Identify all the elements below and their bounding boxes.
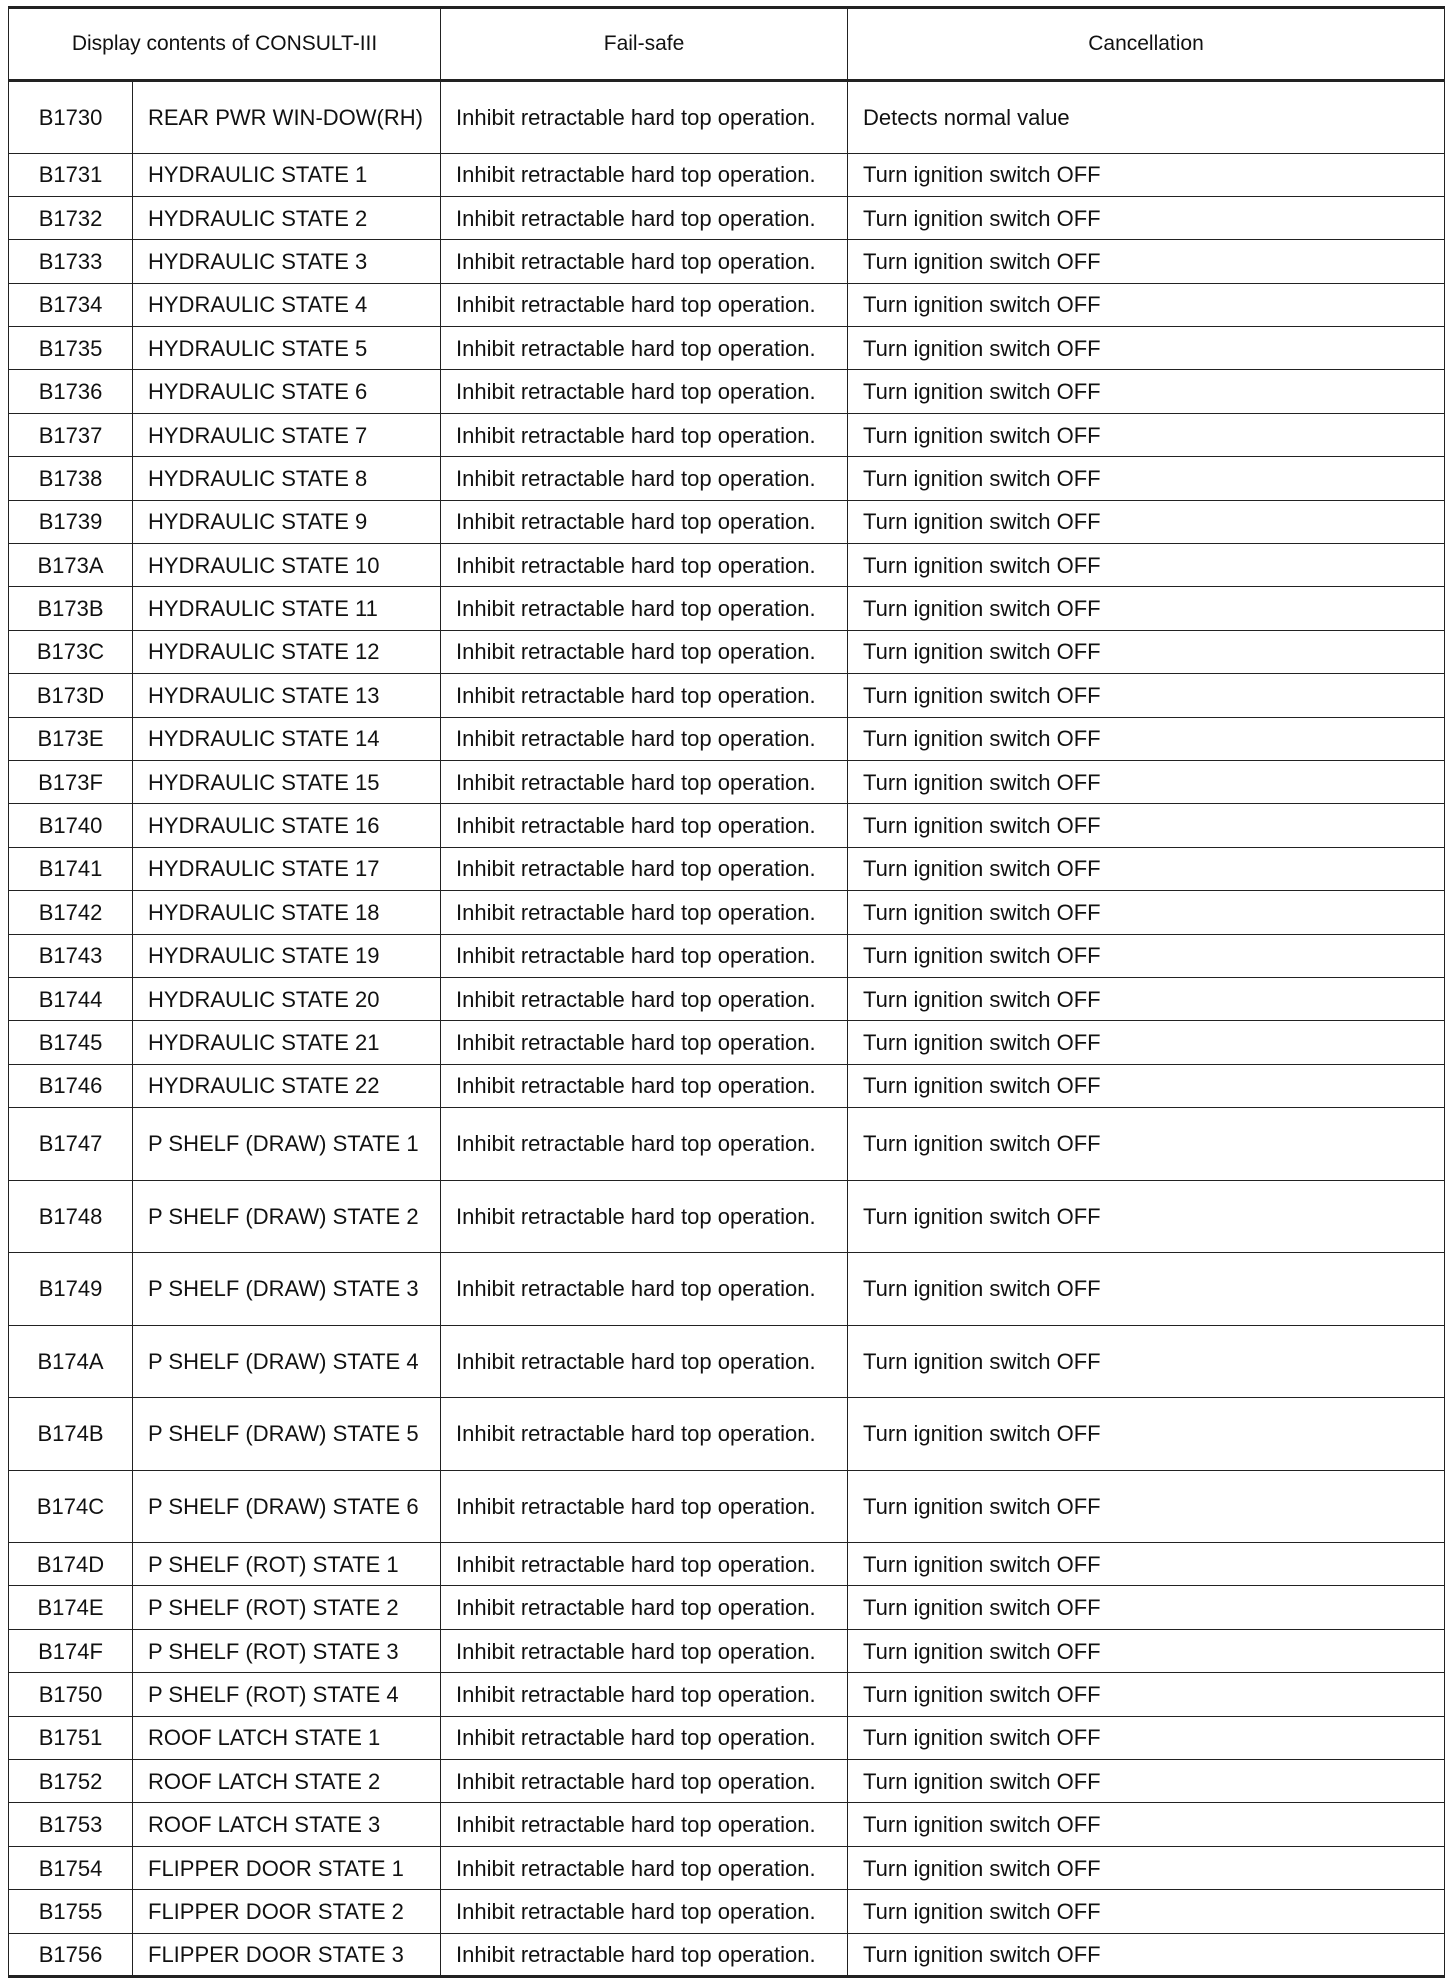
fail-safe-cell: Inhibit retractable hard top operation.	[441, 1325, 848, 1398]
display-contents-cell: HYDRAULIC STATE 10	[133, 544, 441, 587]
fail-safe-cell: Inhibit retractable hard top operation.	[441, 283, 848, 326]
display-contents-cell: HYDRAULIC STATE 13	[133, 674, 441, 717]
table-row	[9, 1470, 1445, 1543]
code-cell: B1756	[9, 1933, 133, 1976]
cancellation-cell: Turn ignition switch OFF	[848, 1253, 1445, 1326]
cancellation-cell: Turn ignition switch OFF	[848, 674, 1445, 717]
display-contents-cell: HYDRAULIC STATE 20	[133, 977, 441, 1020]
code-cell: B1739	[9, 500, 133, 543]
display-contents-cell: HYDRAULIC STATE 12	[133, 630, 441, 673]
cancellation-cell: Turn ignition switch OFF	[848, 891, 1445, 934]
table-row	[9, 283, 1445, 326]
header-row	[9, 8, 1445, 81]
table-row	[9, 153, 1445, 196]
fail-safe-cell: Inhibit retractable hard top operation.	[441, 977, 848, 1020]
display-contents-cell: HYDRAULIC STATE 19	[133, 934, 441, 977]
cancellation-cell: Turn ignition switch OFF	[848, 977, 1445, 1020]
table-row	[9, 544, 1445, 587]
fail-safe-cell: Inhibit retractable hard top operation.	[441, 153, 848, 196]
display-contents-cell: P SHELF (DRAW) STATE 2	[133, 1180, 441, 1253]
display-contents-cell: HYDRAULIC STATE 21	[133, 1021, 441, 1064]
table-row	[9, 413, 1445, 456]
display-contents-cell: HYDRAULIC STATE 5	[133, 327, 441, 370]
cancellation-cell: Turn ignition switch OFF	[848, 370, 1445, 413]
fail-safe-cell: Inhibit retractable hard top operation.	[441, 630, 848, 673]
code-cell: B1742	[9, 891, 133, 934]
cancellation-cell: Turn ignition switch OFF	[848, 240, 1445, 283]
cancellation-cell: Turn ignition switch OFF	[848, 1890, 1445, 1933]
display-contents-cell: HYDRAULIC STATE 6	[133, 370, 441, 413]
code-cell: B1753	[9, 1803, 133, 1846]
display-contents-cell: HYDRAULIC STATE 9	[133, 500, 441, 543]
display-contents-cell: P SHELF (DRAW) STATE 5	[133, 1398, 441, 1471]
code-cell: B173C	[9, 630, 133, 673]
code-cell: B1745	[9, 1021, 133, 1064]
table-row	[9, 1933, 1445, 1976]
code-cell: B1751	[9, 1716, 133, 1759]
display-contents-cell: HYDRAULIC STATE 11	[133, 587, 441, 630]
display-contents-cell: HYDRAULIC STATE 3	[133, 240, 441, 283]
display-contents-cell: ROOF LATCH STATE 2	[133, 1760, 441, 1803]
header-cancellation: Cancellation	[848, 8, 1445, 81]
cancellation-cell: Turn ignition switch OFF	[848, 804, 1445, 847]
cancellation-cell: Turn ignition switch OFF	[848, 587, 1445, 630]
cancellation-cell: Turn ignition switch OFF	[848, 544, 1445, 587]
display-contents-cell: HYDRAULIC STATE 22	[133, 1064, 441, 1107]
display-contents-cell: HYDRAULIC STATE 16	[133, 804, 441, 847]
display-contents-cell: HYDRAULIC STATE 1	[133, 153, 441, 196]
code-cell: B1733	[9, 240, 133, 283]
code-cell: B174B	[9, 1398, 133, 1471]
cancellation-cell: Turn ignition switch OFF	[848, 327, 1445, 370]
table-row	[9, 587, 1445, 630]
cancellation-cell: Turn ignition switch OFF	[848, 760, 1445, 803]
code-cell: B173D	[9, 674, 133, 717]
fail-safe-cell: Inhibit retractable hard top operation.	[441, 457, 848, 500]
table-row	[9, 457, 1445, 500]
table-row	[9, 1716, 1445, 1759]
display-contents-cell: P SHELF (DRAW) STATE 1	[133, 1108, 441, 1181]
table-row	[9, 934, 1445, 977]
display-contents-cell: FLIPPER DOOR STATE 1	[133, 1846, 441, 1889]
cancellation-cell: Detects normal value	[848, 81, 1445, 154]
fail-safe-cell: Inhibit retractable hard top operation.	[441, 1803, 848, 1846]
table-row	[9, 847, 1445, 890]
fail-safe-cell: Inhibit retractable hard top operation.	[441, 1253, 848, 1326]
code-cell: B1748	[9, 1180, 133, 1253]
cancellation-cell: Turn ignition switch OFF	[848, 847, 1445, 890]
code-cell: B173E	[9, 717, 133, 760]
code-cell: B173A	[9, 544, 133, 587]
code-cell: B174D	[9, 1543, 133, 1586]
table-row	[9, 1108, 1445, 1181]
code-cell: B1749	[9, 1253, 133, 1326]
code-cell: B1730	[9, 81, 133, 154]
display-contents-cell: HYDRAULIC STATE 14	[133, 717, 441, 760]
table-row	[9, 1021, 1445, 1064]
code-cell: B1731	[9, 153, 133, 196]
code-cell: B1736	[9, 370, 133, 413]
table-row	[9, 1760, 1445, 1803]
table-row	[9, 1398, 1445, 1471]
fail-safe-cell: Inhibit retractable hard top operation.	[441, 717, 848, 760]
fail-safe-cell: Inhibit retractable hard top operation.	[441, 1890, 848, 1933]
fail-safe-cell: Inhibit retractable hard top operation.	[441, 1021, 848, 1064]
cancellation-cell: Turn ignition switch OFF	[848, 1325, 1445, 1398]
fail-safe-cell: Inhibit retractable hard top operation.	[441, 674, 848, 717]
fail-safe-cell: Inhibit retractable hard top operation.	[441, 1586, 848, 1629]
display-contents-cell: HYDRAULIC STATE 17	[133, 847, 441, 890]
display-contents-cell: HYDRAULIC STATE 8	[133, 457, 441, 500]
code-cell: B1737	[9, 413, 133, 456]
fail-safe-cell: Inhibit retractable hard top operation.	[441, 891, 848, 934]
code-cell: B174C	[9, 1470, 133, 1543]
fail-safe-cell: Inhibit retractable hard top operation.	[441, 587, 848, 630]
code-cell: B1747	[9, 1108, 133, 1181]
table-row	[9, 370, 1445, 413]
cancellation-cell: Turn ignition switch OFF	[848, 1108, 1445, 1181]
display-contents-cell: ROOF LATCH STATE 1	[133, 1716, 441, 1759]
fail-safe-cell: Inhibit retractable hard top operation.	[441, 327, 848, 370]
display-contents-cell: FLIPPER DOOR STATE 3	[133, 1933, 441, 1976]
cancellation-cell: Turn ignition switch OFF	[848, 1586, 1445, 1629]
header-display-contents: Display contents of CONSULT-III	[9, 8, 441, 81]
code-cell: B1743	[9, 934, 133, 977]
table-row	[9, 1673, 1445, 1716]
cancellation-cell: Turn ignition switch OFF	[848, 153, 1445, 196]
cancellation-cell: Turn ignition switch OFF	[848, 1543, 1445, 1586]
fail-safe-cell: Inhibit retractable hard top operation.	[441, 1673, 848, 1716]
table-header	[9, 8, 1445, 81]
table-row	[9, 630, 1445, 673]
fail-safe-cell: Inhibit retractable hard top operation.	[441, 1760, 848, 1803]
cancellation-cell: Turn ignition switch OFF	[848, 1398, 1445, 1471]
cancellation-cell: Turn ignition switch OFF	[848, 934, 1445, 977]
code-cell: B1735	[9, 327, 133, 370]
table-row	[9, 977, 1445, 1020]
table-row	[9, 240, 1445, 283]
cancellation-cell: Turn ignition switch OFF	[848, 630, 1445, 673]
cancellation-cell: Turn ignition switch OFF	[848, 717, 1445, 760]
table-row	[9, 1253, 1445, 1326]
table-row	[9, 674, 1445, 717]
fail-safe-cell: Inhibit retractable hard top operation.	[441, 1716, 848, 1759]
fail-safe-cell: Inhibit retractable hard top operation.	[441, 804, 848, 847]
fail-safe-cell: Inhibit retractable hard top operation.	[441, 1933, 848, 1976]
cancellation-cell: Turn ignition switch OFF	[848, 283, 1445, 326]
display-contents-cell: P SHELF (ROT) STATE 4	[133, 1673, 441, 1716]
table-row	[9, 760, 1445, 803]
cancellation-cell: Turn ignition switch OFF	[848, 1180, 1445, 1253]
code-cell: B174F	[9, 1629, 133, 1672]
display-contents-cell: P SHELF (DRAW) STATE 4	[133, 1325, 441, 1398]
fail-safe-cell: Inhibit retractable hard top operation.	[441, 500, 848, 543]
display-contents-cell: HYDRAULIC STATE 15	[133, 760, 441, 803]
fail-safe-cell: Inhibit retractable hard top operation.	[441, 1543, 848, 1586]
table-row	[9, 891, 1445, 934]
table-row	[9, 196, 1445, 239]
table-row	[9, 1325, 1445, 1398]
cancellation-cell: Turn ignition switch OFF	[848, 1470, 1445, 1543]
display-contents-cell: ROOF LATCH STATE 3	[133, 1803, 441, 1846]
display-contents-cell: HYDRAULIC STATE 7	[133, 413, 441, 456]
code-cell: B1734	[9, 283, 133, 326]
cancellation-cell: Turn ignition switch OFF	[848, 500, 1445, 543]
table-row	[9, 717, 1445, 760]
code-cell: B174E	[9, 1586, 133, 1629]
header-fail-safe: Fail-safe	[441, 8, 848, 81]
table-body	[9, 81, 1445, 1977]
code-cell: B1732	[9, 196, 133, 239]
fail-safe-cell: Inhibit retractable hard top operation.	[441, 847, 848, 890]
code-cell: B1746	[9, 1064, 133, 1107]
cancellation-cell: Turn ignition switch OFF	[848, 1716, 1445, 1759]
cancellation-cell: Turn ignition switch OFF	[848, 196, 1445, 239]
fail-safe-cell: Inhibit retractable hard top operation.	[441, 1470, 848, 1543]
display-contents-cell: HYDRAULIC STATE 18	[133, 891, 441, 934]
code-cell: B1741	[9, 847, 133, 890]
display-contents-cell: P SHELF (ROT) STATE 1	[133, 1543, 441, 1586]
cancellation-cell: Turn ignition switch OFF	[848, 413, 1445, 456]
code-cell: B1754	[9, 1846, 133, 1889]
display-contents-cell: HYDRAULIC STATE 4	[133, 283, 441, 326]
code-cell: B1744	[9, 977, 133, 1020]
display-contents-cell: P SHELF (ROT) STATE 3	[133, 1629, 441, 1672]
fail-safe-cell: Inhibit retractable hard top operation.	[441, 934, 848, 977]
table-row	[9, 1586, 1445, 1629]
table-row	[9, 1064, 1445, 1107]
display-contents-cell: P SHELF (DRAW) STATE 3	[133, 1253, 441, 1326]
code-cell: B1755	[9, 1890, 133, 1933]
cancellation-cell: Turn ignition switch OFF	[848, 1803, 1445, 1846]
cancellation-cell: Turn ignition switch OFF	[848, 1673, 1445, 1716]
table-row	[9, 804, 1445, 847]
cancellation-cell: Turn ignition switch OFF	[848, 457, 1445, 500]
fail-safe-cell: Inhibit retractable hard top operation.	[441, 1846, 848, 1889]
code-cell: B174A	[9, 1325, 133, 1398]
code-cell: B173B	[9, 587, 133, 630]
cancellation-cell: Turn ignition switch OFF	[848, 1021, 1445, 1064]
fail-safe-cell: Inhibit retractable hard top operation.	[441, 240, 848, 283]
code-cell: B173F	[9, 760, 133, 803]
fail-safe-cell: Inhibit retractable hard top operation.	[441, 1398, 848, 1471]
table-row	[9, 1803, 1445, 1846]
table-row	[9, 1543, 1445, 1586]
fail-safe-cell: Inhibit retractable hard top operation.	[441, 413, 848, 456]
table-row	[9, 1890, 1445, 1933]
fail-safe-cell: Inhibit retractable hard top operation.	[441, 1108, 848, 1181]
fail-safe-cell: Inhibit retractable hard top operation.	[441, 1629, 848, 1672]
display-contents-cell: P SHELF (ROT) STATE 2	[133, 1586, 441, 1629]
code-cell: B1740	[9, 804, 133, 847]
cancellation-cell: Turn ignition switch OFF	[848, 1933, 1445, 1976]
display-contents-cell: HYDRAULIC STATE 2	[133, 196, 441, 239]
fail-safe-cell: Inhibit retractable hard top operation.	[441, 544, 848, 587]
cancellation-cell: Turn ignition switch OFF	[848, 1064, 1445, 1107]
fail-safe-cell: Inhibit retractable hard top operation.	[441, 196, 848, 239]
table-row	[9, 1846, 1445, 1889]
display-contents-cell: P SHELF (DRAW) STATE 6	[133, 1470, 441, 1543]
fail-safe-cell: Inhibit retractable hard top operation.	[441, 1180, 848, 1253]
fail-safe-cell: Inhibit retractable hard top operation.	[441, 1064, 848, 1107]
display-contents-cell: REAR PWR WIN-DOW(RH)	[133, 81, 441, 154]
cancellation-cell: Turn ignition switch OFF	[848, 1846, 1445, 1889]
table-row	[9, 1180, 1445, 1253]
fail-safe-cell: Inhibit retractable hard top operation.	[441, 81, 848, 154]
code-cell: B1752	[9, 1760, 133, 1803]
code-cell: B1738	[9, 457, 133, 500]
table-row	[9, 500, 1445, 543]
code-cell: B1750	[9, 1673, 133, 1716]
cancellation-cell: Turn ignition switch OFF	[848, 1629, 1445, 1672]
fail-safe-cell: Inhibit retractable hard top operation.	[441, 760, 848, 803]
table-row	[9, 81, 1445, 154]
fail-safe-cell: Inhibit retractable hard top operation.	[441, 370, 848, 413]
fail-safe-table	[8, 6, 1445, 1978]
table-row	[9, 1629, 1445, 1672]
cancellation-cell: Turn ignition switch OFF	[848, 1760, 1445, 1803]
display-contents-cell: FLIPPER DOOR STATE 2	[133, 1890, 441, 1933]
table-row	[9, 327, 1445, 370]
